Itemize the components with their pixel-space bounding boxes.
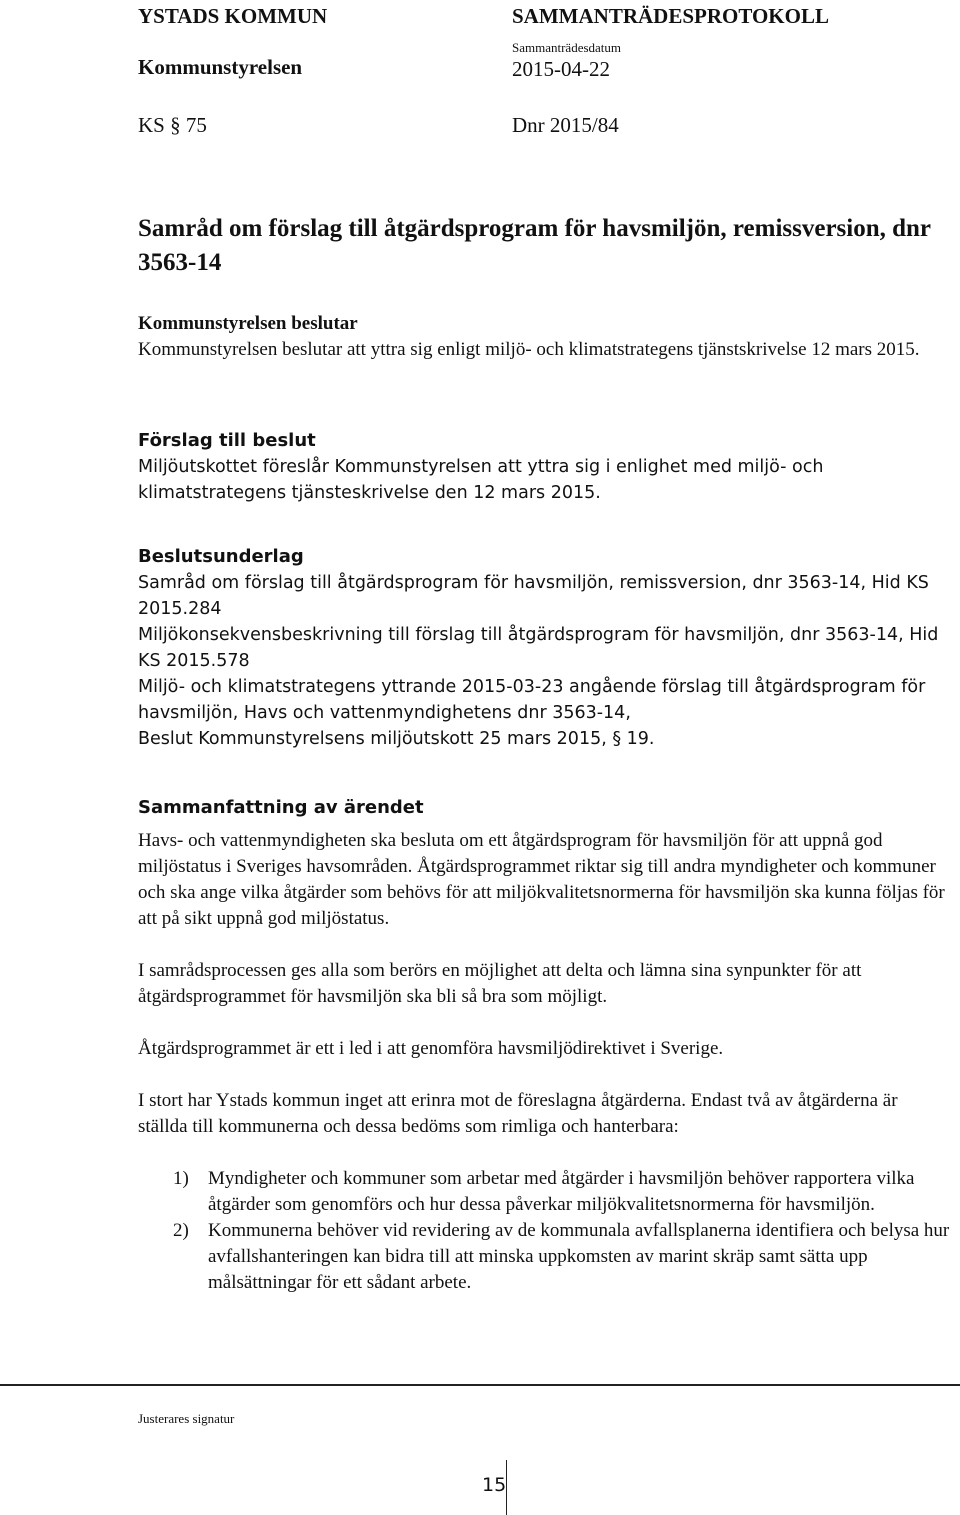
summary-paragraph: Havs- och vattenmyndigheten ska besluta om ett åtgärdsprogram för havsmiljön för att uppnå god miljöstatus i Sveriges havsområden. Åtgärdsprogrammet riktar sig till andra myndigheter och kommuner och ska ange vilka åtgärder som behövs för att miljökvalitetsnormerna för havsmiljön ska kunna följas för att på sikt uppnå god miljöstatus.: [138, 830, 945, 929]
summary-heading: Sammanfattning av ärendet: [138, 797, 424, 818]
body-name: Kommunstyrelsen: [138, 55, 303, 79]
page-number: 15: [482, 1474, 507, 1496]
list-item-text: Myndigheter och kommuner som arbetar med åtgärder i havsmiljön behöver rapportera vilka åtgärder som genomförs och hur dessa påverkar miljökvalitetsnormerna för havsmiljön.: [208, 1168, 915, 1215]
proposal-heading: Förslag till beslut: [138, 430, 316, 451]
summary-paragraph: Åtgärdsprogrammet är ett i led i att genomföra havsmiljödirektivet i Sverige.: [138, 1038, 724, 1059]
proposal-section: [138, 428, 948, 506]
date-label: Sammanträdesdatum: [512, 40, 622, 55]
list-item-number: 1): [173, 1168, 189, 1189]
decision-section: [138, 311, 948, 363]
list-item: [138, 1218, 958, 1296]
summary-body: [138, 828, 948, 1140]
decision-heading: Kommunstyrelsen beslutar: [138, 313, 358, 334]
signature-label: Justerares signatur: [138, 1411, 235, 1426]
summary-list: [138, 1166, 958, 1296]
proposal-text: Miljöutskottet föreslår Kommunstyrelsen att yttra sig i enlighet med miljö- och klimatstrategens tjänsteskrivelse den 12 mars 2015.: [138, 457, 824, 503]
basis-item: Beslut Kommunstyrelsens miljöutskott 25 mars 2015, § 19.: [138, 729, 655, 749]
protocol-title: SAMMANTRÄDESPROTOKOLL: [512, 4, 829, 28]
basis-item: Miljö- och klimatstrategens yttrande 2015-03-23 angående förslag till åtgärdsprogram för havsmiljön, Havs och vattenmyndighetens dnr 3563-14,: [138, 677, 926, 723]
decision-text: Kommunstyrelsen beslutar att yttra sig enligt miljö- och klimatstrategens tjänstskrivelse 12 mars 2015.: [138, 339, 920, 360]
basis-item: Samråd om förslag till åtgärdsprogram för havsmiljön, remissversion, dnr 3563-14, Hid KS 2015.284: [138, 573, 929, 619]
list-item-number: 2): [173, 1220, 189, 1241]
document-title: Samråd om förslag till åtgärdsprogram för havsmiljön, remissversion, dnr 3563-14: [138, 215, 931, 276]
footer-divider: [0, 1384, 960, 1386]
organization-name: YSTADS KOMMUN: [138, 4, 328, 28]
basis-section: [138, 544, 948, 752]
meeting-date: 2015-04-22: [512, 57, 610, 81]
basis-item: Miljökonsekvensbeskrivning till förslag till åtgärdsprogram för havsmiljön, dnr 3563-14, Hid KS 2015.578: [138, 625, 939, 671]
summary-section: [138, 795, 948, 821]
basis-heading: Beslutsunderlag: [138, 546, 304, 567]
dnr-number: Dnr 2015/84: [512, 113, 619, 137]
summary-paragraph: I samrådsprocessen ges alla som berörs en möjlighet att delta och lämna sina synpunkter för att åtgärdsprogrammet för havsmiljön ska bli så bra som möjligt.: [138, 960, 862, 1007]
summary-paragraph: I stort har Ystads kommun inget att erinra mot de föreslagna åtgärderna. Endast två av åtgärderna är ställda till kommunerna och dessa bedöms som rimliga och hanterbara:: [138, 1090, 898, 1137]
list-item: [138, 1166, 958, 1218]
case-number: KS § 75: [138, 113, 207, 137]
list-item-text: Kommunerna behöver vid revidering av de kommunala avfallsplanerna identifiera och belysa hur avfallshanteringen kan bidra till att minska uppkomsten av marint skräp samt sätta upp målsättningar för ett sådant arbete.: [208, 1220, 950, 1293]
